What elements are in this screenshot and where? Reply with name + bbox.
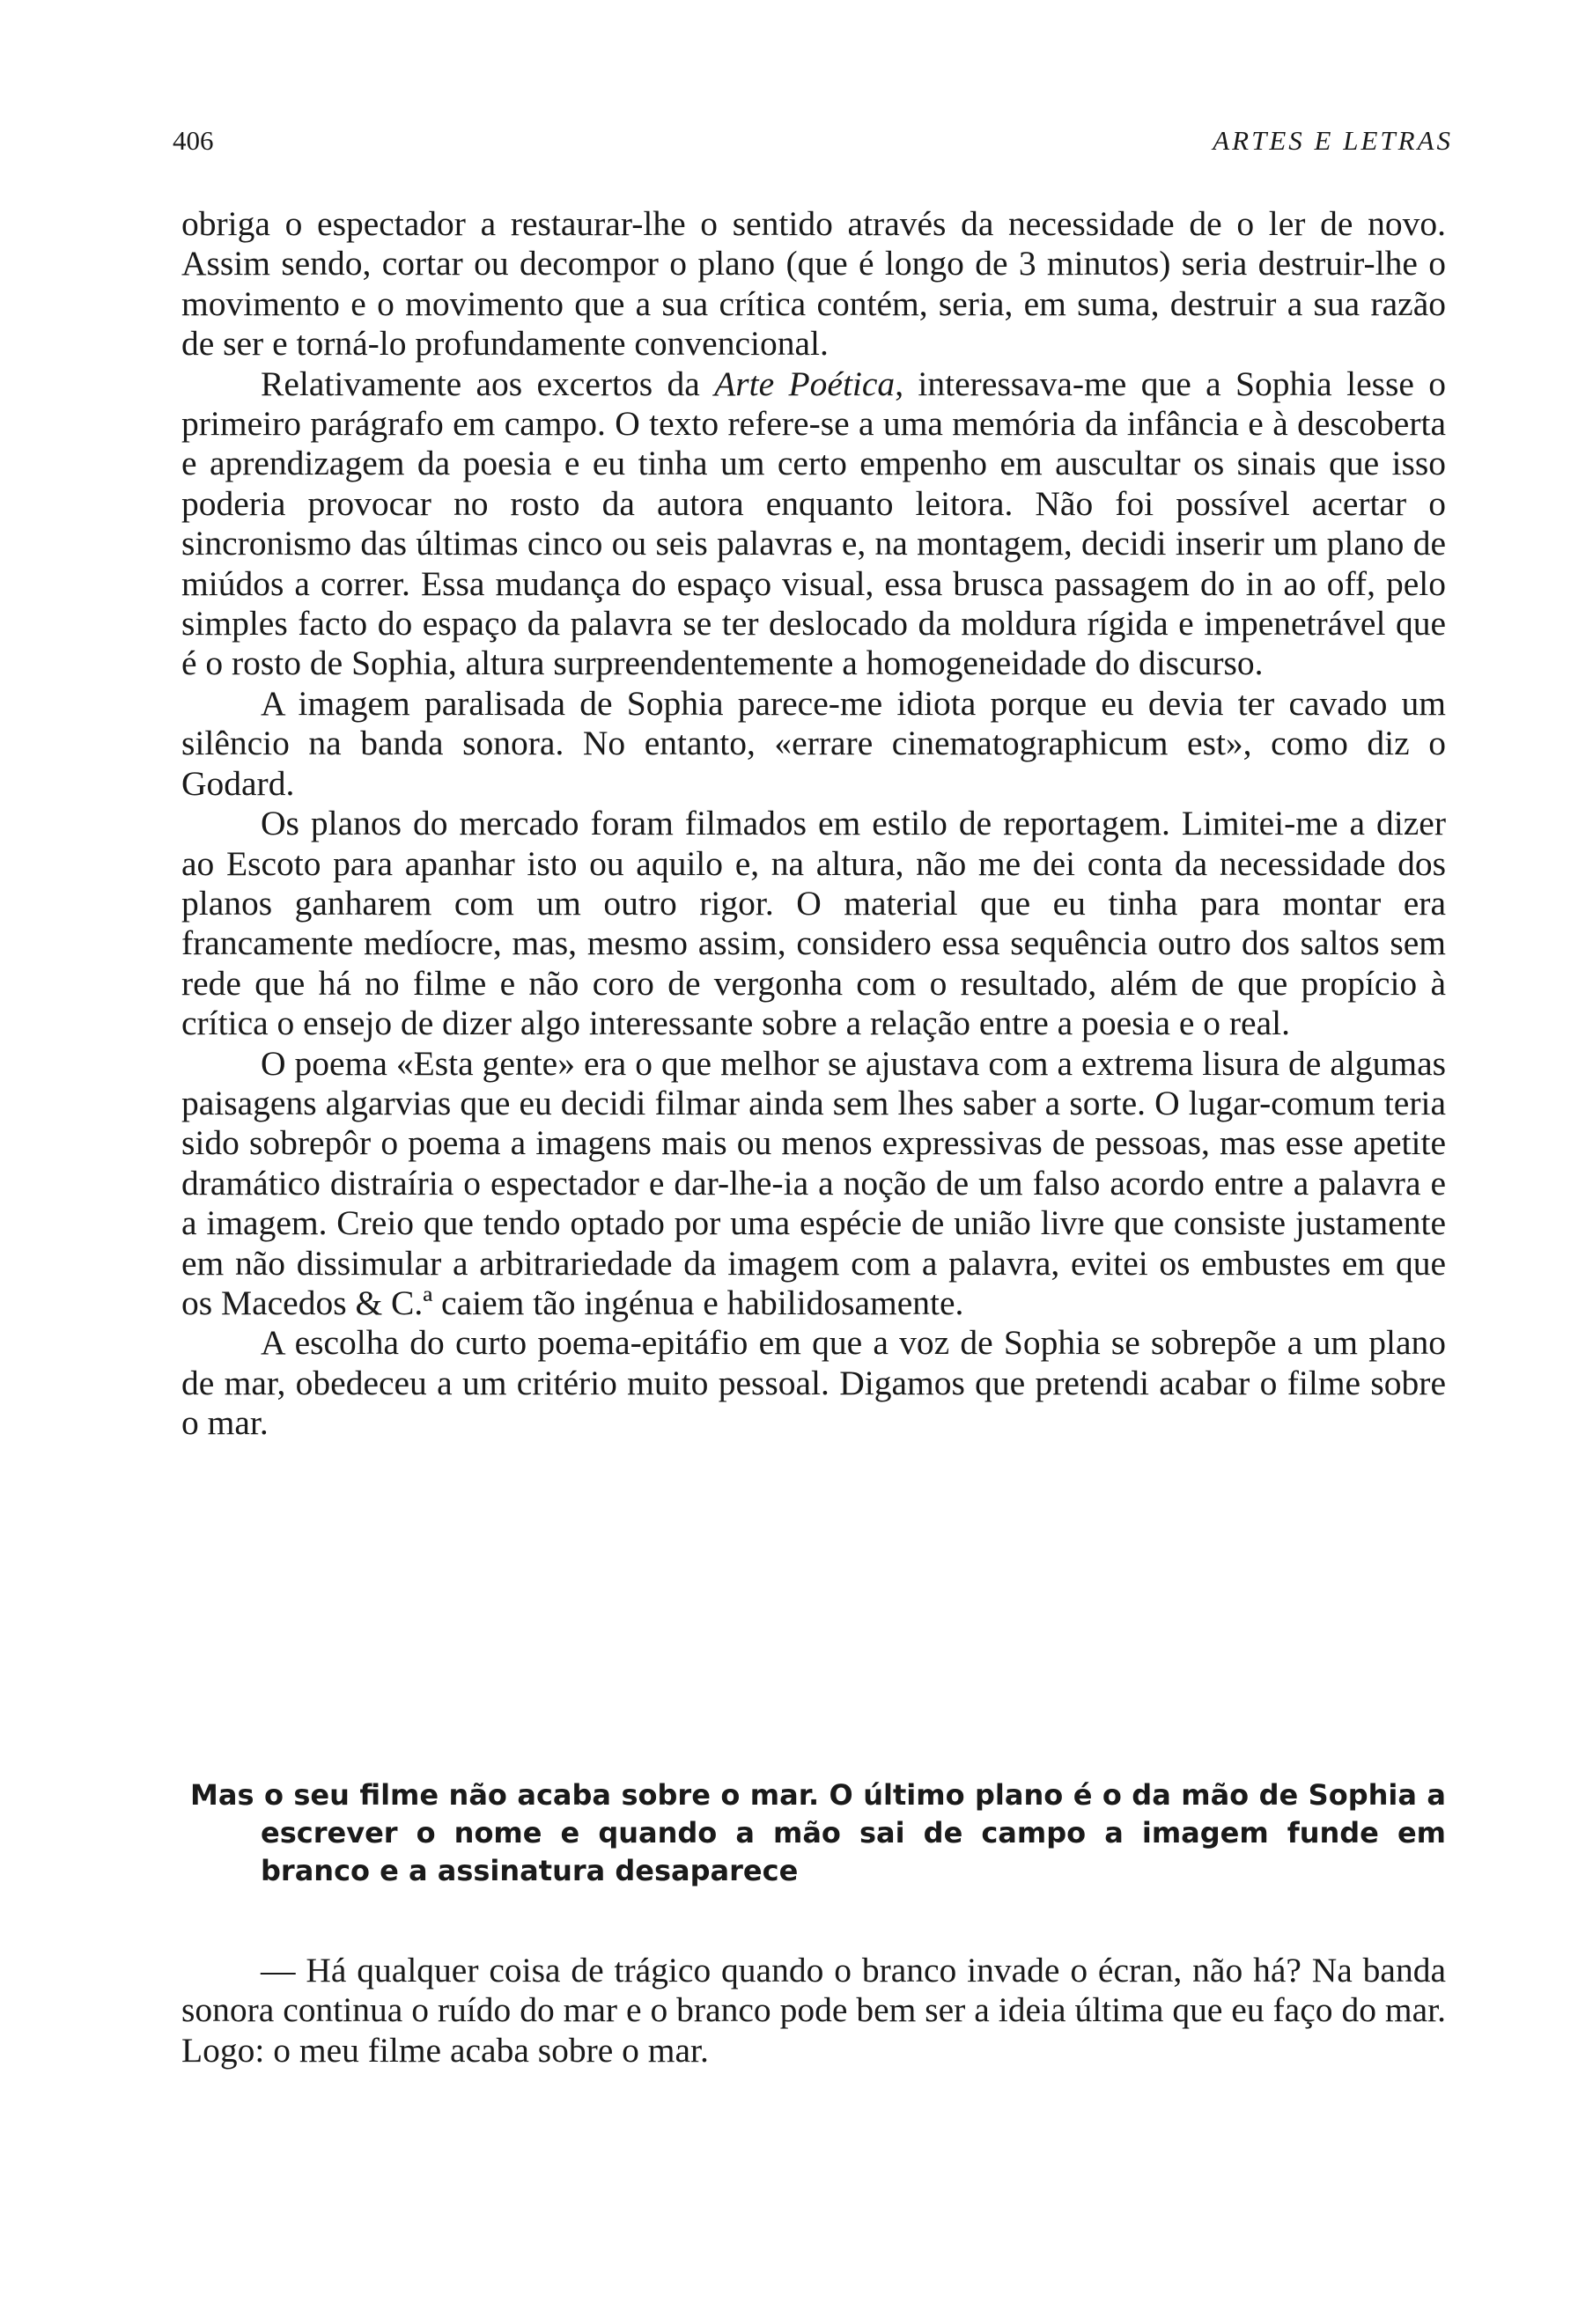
answer-paragraph: — Há qualquer coisa de trágico quando o branco invade o écran, não há? Na banda sonora continua o ruído do mar e o branco pode bem ser a ideia última que eu faço do mar. Logo: o meu filme acaba sobre o mar.: [181, 1951, 1446, 2070]
interview-answer: [181, 1951, 1446, 2070]
paragraph-2-after: , interessava-me que a Sophia lesse o primeiro parágrafo em campo. O texto refere-se a uma memória da infância e à descoberta e aprendizagem da poesia e eu tinha um certo empenho em auscultar os sinais que isso poderia provocar no rosto da autora enquanto leitora. Não foi possível acertar o sincronismo das últimas cinco ou seis palavras e, na montagem, decidi inserir um plano de miúdos a correr. Essa mudança do espaço visual, essa brusca passagem do in ao off, pelo simples facto do espaço da palavra se ter deslocado da moldura rígida e impenetrável que é o rosto de Sophia, altura surpreendentemente a homogeneidade do discurso.: [181, 364, 1446, 683]
paragraph-2: [181, 364, 1446, 684]
body-text: [181, 204, 1446, 1444]
running-title: ARTES E LETRAS: [1213, 125, 1453, 156]
page-number: 406: [173, 125, 214, 156]
paragraph-6: A escolha do curto poema-epitáfio em que a voz de Sophia se sobrepõe a um plano de mar, obedeceu a um critério muito pessoal. Digamos que pretendi acabar o filme sobre o mar.: [181, 1323, 1446, 1443]
interview-question: Mas o seu filme não acaba sobre o mar. O último plano é o da mão de Sophia a escrever o nome e quando a mão sai de campo a imagem funde em branco e a assinatura desaparece: [190, 1778, 1446, 1887]
paragraph-2-before: Relativamente aos excertos da: [261, 364, 715, 403]
paragraph-3: A imagem paralisada de Sophia parece-me idiota porque eu devia ter cavado um silêncio na banda sonora. No entanto, «errare cinematographicum est», como diz o Godard.: [181, 683, 1446, 803]
book-title-arte-poetica: Arte Poética: [714, 364, 896, 403]
paragraph-5: O poema «Esta gente» era o que melhor se ajustava com a extrema lisura de algumas paisagens algarvias que eu decidi filmar ainda sem lhes saber a sorte. O lugar-comum teria sido sobrepôr o poema a imagens mais ou menos expressivas de pessoas, mas esse apetite dramático distraíria o espectador e dar-lhe-ia a noção de um falso acordo entre a palavra e a imagem. Creio que tendo optado por uma espécie de união livre que consiste justamente em não dissimular a arbitrariedade da imagem com a palavra, evitei os embustes em que os Macedos & C.ª caiem tão ingénua e habilidosamente.: [181, 1043, 1446, 1322]
page-header: [173, 125, 1453, 169]
paragraph-1: obriga o espectador a restaurar-lhe o sentido através da necessidade de o ler de novo. Assim sendo, cortar ou decompor o plano (que é longo de 3 minutos) seria destruir-lhe o movimento e o movimento que a sua crítica contém, seria, em suma, destruir a sua razão de ser e torná-lo profundamente convencional.: [181, 204, 1446, 364]
paragraph-4: Os planos do mercado foram filmados em estilo de reportagem. Limitei-me a dizer ao Escoto para apanhar isto ou aquilo e, na altura, não me dei conta da necessidade dos planos ganharem com um outro rigor. O material que eu tinha para montar era francamente medíocre, mas, mesmo assim, considero essa sequência outro dos saltos sem rede que há no filme e não coro de vergonha com o resultado, além de que propício à crítica o ensejo de dizer algo interessante sobre a relação entre a poesia e o real.: [181, 804, 1446, 1043]
